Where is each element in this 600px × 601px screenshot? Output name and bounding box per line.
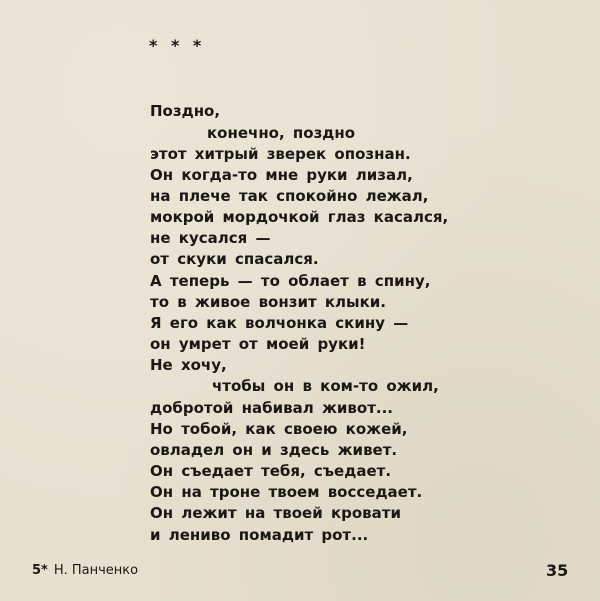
poem-line: конечно, поздно (207, 124, 356, 142)
poem-line: А теперь — то облает в спину, (150, 272, 431, 290)
page-number: 35 (546, 561, 569, 580)
poem-line: от скуки спасался. (150, 250, 319, 268)
poem-line: добротой набивал живот... (150, 399, 393, 417)
poem-line: овладел он и здесь живет. (150, 441, 398, 459)
poem-line: Не хочу, (150, 356, 227, 374)
poem-line: Поздно, (150, 102, 221, 120)
poem-line: он умрет от моей руки! (150, 335, 366, 353)
poem-line: мокрой мордочкой глаз касался, (150, 208, 449, 226)
poem-line: Он лежит на твоей кровати (150, 504, 401, 522)
section-ornament: * * * (149, 36, 206, 55)
page-footer-signature (32, 562, 138, 580)
poem-line: Я его как волчонка скину — (150, 314, 409, 332)
poem-line: Но тобой, как своею кожей, (150, 420, 408, 438)
author-name: Н. Панченко (53, 563, 139, 578)
poem-line: и лениво помадит рот... (150, 526, 369, 544)
poem-line: Он съедает тебя, съедает. (150, 462, 392, 480)
poem-line: на плече так спокойно лежал, (150, 187, 429, 205)
poem-line: чтобы он в ком-то ожил, (212, 377, 439, 395)
poem-line: то в живое вонзит клыки. (150, 293, 386, 311)
signature-mark: 5* (32, 563, 48, 578)
poem-line: этот хитрый зверек опознан. (150, 145, 411, 163)
poem-line: не кусался — (150, 229, 271, 247)
poem-line: Он когда-то мне руки лизал, (150, 166, 413, 184)
poem-line: Он на троне твоем восседает. (150, 483, 423, 501)
